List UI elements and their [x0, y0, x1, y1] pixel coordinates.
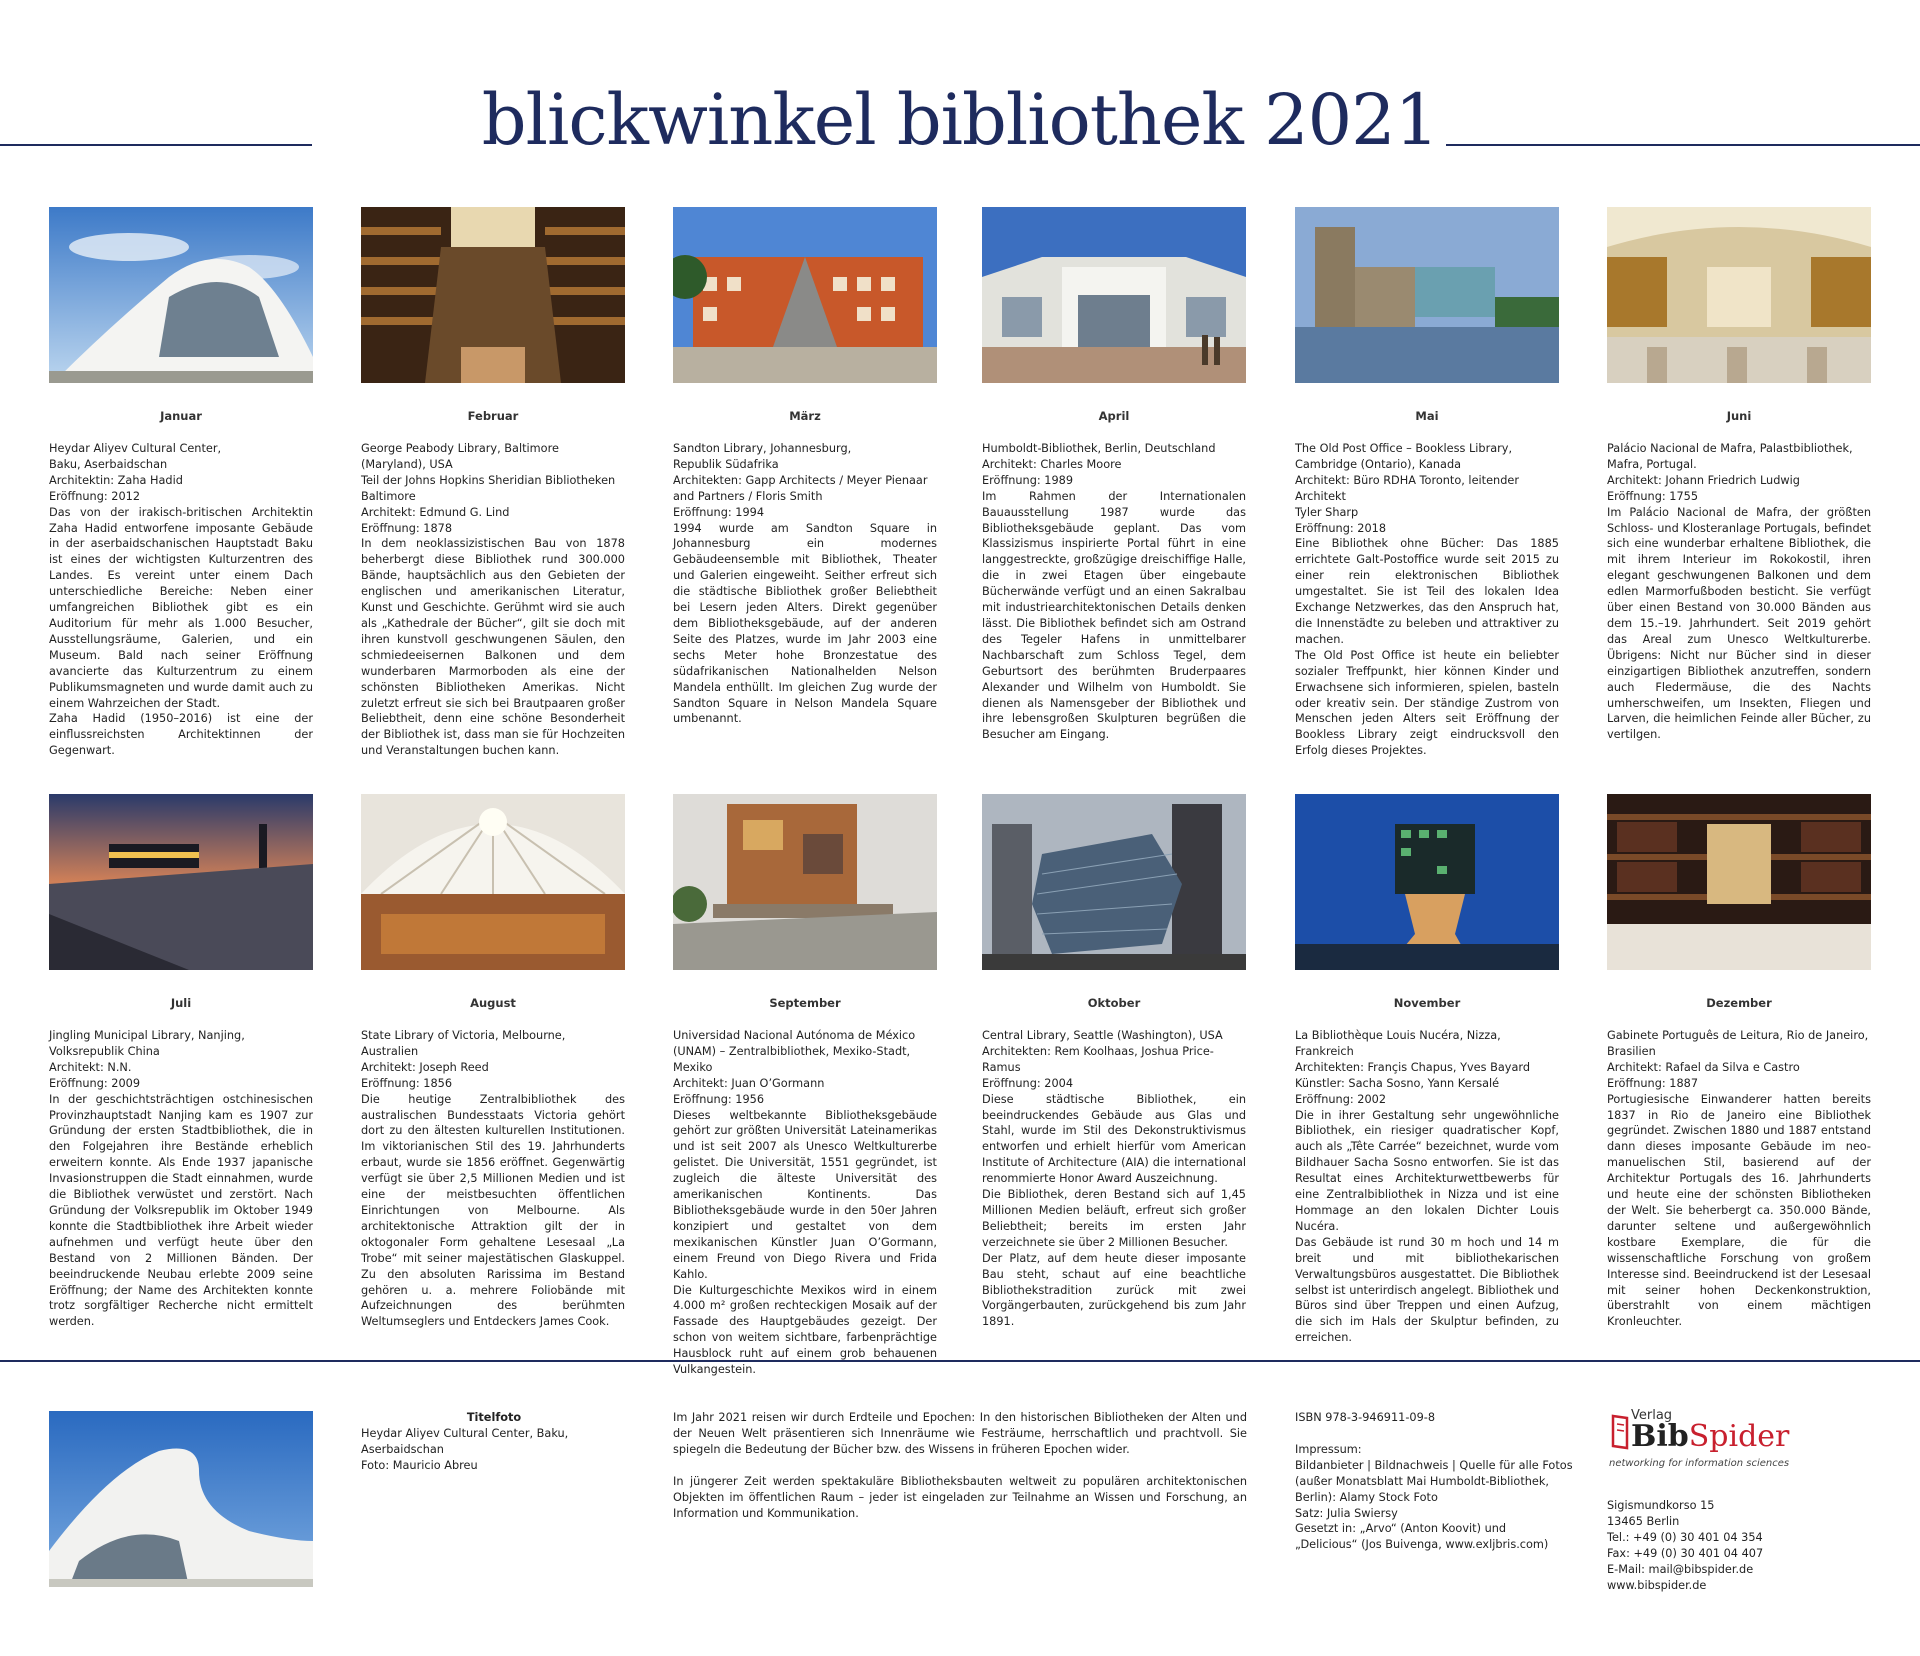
photo-maerz-image [673, 207, 937, 383]
month-text-mai: The Old Post Office – Bookless Library, Cambridge (Ontario), Kanada Architekt: Büro RDHA Toronto, leitender Architekt Tyler Sharp Eröffnung: 2018 Eine Bibliothek ohne Bücher: Das 1885 errichtete Galt-Postoffice wurde seit 2015 zu einer rein elektronischen Bibliothek umgestaltet. Sie ist Teil des lokalen Idea Exchange Netzwerkes, das den Anspruch hat, die Innenstädte zu beleben und attraktiver zu machen. The Old Post Office ist heute ein beliebter sozialer Treffpunkt, hier können Kinder und Erwachsene sich informieren, spielen, basteln oder kreativ sein. Der ständige Zustrom von Menschen jeden Alters seit Eröffnung der Bookless Library zeigt eindrucksvoll den Erfolg dieses Projektes. [1295, 442, 1559, 758]
photo-august-image [361, 794, 625, 970]
photo-juni-image [1607, 207, 1871, 383]
intro-paragraph-2: In jüngerer Zeit werden spektakuläre Bibliotheksbauten weltweit zu populären architektonischen Objekten im öffentlichen Raum – jeder ist eingeladen zur Teilnahme an Wissen und Forschung, an Information und Kommunikation. [673, 1474, 1247, 1520]
month-juni [1607, 207, 1871, 743]
photo-november-image [1295, 794, 1559, 970]
cover-line-1: Heydar Aliyev Cultural Center, Baku, Aserbaidschan [361, 1426, 569, 1456]
photo-mai [1295, 207, 1559, 383]
month-text-januar: Heydar Aliyev Cultural Center, Baku, Aserbaidschan Architektin: Zaha Hadid Eröffnung: 2012 Das von der irakisch-britischen Architektin Zaha Hadid entworfene imposante Gebäude in der aserbaidschanischen Hauptstadt Baku ist eines der wichtigsten Kulturzentren des Landes. Es vereint unter einem Dach unterschiedliche Bereiche: Neben einer umfangreichen Bibliothek gibt es ein Auditorium für mehr als 1.000 Besucher, Ausstellungsräume, Galerien, und ein Museum. Bald nach seiner Eröffnung avancierte das Kulturzentrum zu einem Publikumsmagneten und wurde damit auch zu einem Wahrzeichen der Stadt. Zaha Hadid (1950–2016) ist eine der einflussreichsten Architektinnen der Gegenwart. [49, 442, 313, 758]
photo-september-image [673, 794, 937, 970]
isbn: ISBN 978-3-946911-09-8 [1295, 1411, 1436, 1424]
publisher-website[interactable]: www.bibspider.de [1607, 1578, 1707, 1592]
photo-januar-image [49, 207, 313, 383]
month-name-februar: Februar [467, 409, 519, 423]
photo-juli [49, 794, 313, 970]
month-august [361, 794, 625, 1330]
footer-divider [0, 1360, 1920, 1362]
publisher-name: BibSpider [1631, 1419, 1790, 1454]
month-januar [49, 207, 313, 759]
month-name-november: November [1393, 996, 1461, 1010]
publisher-address: Sigismundkorso 15 13465 Berlin Tel.: +49 (0) 30 401 04 354 Fax: +49 (0) 30 401 04 407 E-Mail: mail@bibspider.de www.bibspider.de [1607, 1498, 1887, 1593]
cover-line-2: Foto: Mauricio Abreu [361, 1458, 478, 1472]
month-name-juli: Juli [170, 996, 192, 1010]
month-juli [49, 794, 313, 1330]
month-oktober [982, 794, 1246, 1330]
month-name-september: September [769, 996, 841, 1010]
photo-mai-image [1295, 207, 1559, 383]
photo-oktober [982, 794, 1246, 970]
month-name-dezember: Dezember [1706, 996, 1772, 1010]
photo-april [982, 207, 1246, 383]
month-name-mai: Mai [1415, 409, 1439, 423]
cover-photo-image [49, 1411, 313, 1587]
month-november [1295, 794, 1559, 1346]
photo-dezember [1607, 794, 1871, 970]
photo-februar [361, 207, 625, 383]
photo-april-image [982, 207, 1246, 383]
photo-august [361, 794, 625, 970]
photo-oktober-image [982, 794, 1246, 970]
photo-juli-image [49, 794, 313, 970]
month-februar [361, 207, 625, 759]
photo-juni [1607, 207, 1871, 383]
publisher-logo [1607, 1408, 1887, 1468]
photo-februar-image [361, 207, 625, 383]
month-september [673, 794, 937, 1378]
month-text-dezember: Gabinete Português de Leitura, Rio de Janeiro, Brasilien Architekt: Rafael da Silva e Castro Eröffnung: 1887 Portugiesische Einwanderer hatten bereits 1837 in Rio de Janeiro eine Bibliothek gegründet. Zwischen 1880 und 1887 entstand dann dieses imposante Gebäude im neo-manuelischen Stil, basierend auf der Architektur Portugals des 16. Jahrhunderts und heute eine der schönsten Bibliotheken der Welt. Sie beherbergt ca. 350.000 Bände, darunter seltene und außergewöhnlich kostbare Exemplare, die für die wissenschaftliche Forschung von großem Interesse sind. Beeindruckend ist der Lesesaal mit seiner hohen Deckenkonstruktion, überstrahlt von einem mächtigen Kronleuchter. [1607, 1029, 1871, 1329]
month-april [982, 207, 1246, 743]
month-text-juli: Jingling Municipal Library, Nanjing, Volksrepublik China Architekt: N.N. Eröffnung: 2009 In der geschichtsträchtigen ostchinesischen Provinzhauptstadt Nanjing kam es 1907 zur Gründung der ersten Stadtbibliothek, die in den Folgejahren ihre Bestände erheblich erweitern konnte. Als Ende 1937 japanische Invasionstruppen die Stadt einnahmen, wurde die Bibliothek verwüstet und zerstört. Nach Gründung der Volksrepublik im Oktober 1949 konnte die Stadtbibliothek ihre Arbeit wieder aufnehmen und verfügt heute über den Bestand von 2 Millionen Bänden. Der beeindruckende Neubau erlebte 2009 seine Eröffnung; der Name des Architekten konnte trotz sorgfältiger Recherche nicht ermittelt werden. [49, 1029, 313, 1329]
month-text-november: La Bibliothèque Louis Nucéra, Nizza, Frankreich Architekten: Françis Chapus, Yves Bayard Künstler: Sacha Sosno, Yann Kersalé Eröffnung: 2002 Die in ihrer Gestaltung sehr ungewöhnliche Bibliothek, ein riesiger quadratischer Kopf, auch als „Tête Carrée“ bezeichnet, wurde vom Bildhauer Sacha Sosno entworfen. Sie ist das Resultat eines Architekturwettbewerbs für eine Zentralbibliothek in Nizza und ist eine Hommage an den lokalen Dichter Louis Nucéra. Das Gebäude ist rund 30 m hoch und 14 m breit und mit bibliothekarischen Verwaltungsbüros ausgestattet. Die Bibliothek selbst ist unterirdisch angelegt. Bibliothek und Büros sind über Treppen und einen Aufzug, die sich im Hals der Skulptur befinden, zu erreichen. [1295, 1029, 1559, 1345]
month-text-oktober: Central Library, Seattle (Washington), USA Architekten: Rem Koolhaas, Joshua Price-Ramus Eröffnung: 2004 Diese städtische Bibliothek, ein beeindruckendes Gebäude aus Glas und Stahl, wurde im Stil des Dekonstruktivismus entworfen und erhielt hierfür vom American Institute of Architecture (AIA) die international renommierte Honor Award Auszeichnung. Die Bibliothek, deren Bestand sich auf 1,45 Millionen Medien beläuft, erfreut sich großer Beliebtheit; bereits im ersten Jahr verzeichnete sie über 2 Millionen Besucher. Der Platz, auf dem heute dieser imposante Bau steht, schaut auf eine beachtliche Bibliothekstradition zurück mit zwei Vorgängerbauten, zurückgehend bis zum Jahr 1891. [982, 1029, 1246, 1329]
month-name-april: April [1098, 409, 1130, 423]
month-mai [1295, 207, 1559, 759]
photo-dezember-image [1607, 794, 1871, 970]
spider-icon [1609, 1414, 1631, 1450]
imprint: ISBN 978-3-946911-09-8 Impressum: Bildanbieter | Bildnachweis | Quelle für alle Fotos (außer Monatsblatt Mai Humboldt-Bibliothek, Berlin): Alamy Stock Foto Satz: Julia Swiersy Gesetzt in: „Arvo“ (Anton Koovit) und „Delicious“ (Jos Buivenga, www.exljbris.com) [1295, 1410, 1575, 1553]
month-name-juni: Juni [1726, 409, 1752, 423]
month-text-april: Humboldt-Bibliothek, Berlin, Deutschland Architekt: Charles Moore Eröffnung: 1989 Im Rahmen der Internationalen Bauausstellung 1987 wurde das Bibliotheksgebäude geplant. Das vom Klassizismus inspirierte Portal führt in eine langgestreckte, großzügige dreischiffige Halle, die in zwei Etagen über eingebaute Bücherwände verfügt und an einen Sakralbau mit industriearchitektonischen Details denken lässt. Die Bibliothek befindet sich am Ostrand des Tegeler Hafens in unmittelbarer Nachbarschaft zum Schloss Tegel, dem Geburtsort des berühmten Bruderpaares Alexander und Wilhelm von Humboldt. Sie dienen als Namensgeber der Bibliothek und ihre lebensgroßen Skulpturen begrüßen die Besucher am Eingang. [982, 442, 1246, 742]
month-text-maerz: Sandton Library, Johannesburg, Republik Südafrika Architekten: Gapp Architects / Meyer Pienaar and Partners / Floris Smith Eröffnung: 1994 1994 wurde am Sandton Square in Johannesburg ein modernes Gebäudeensemble mit Bibliothek, Theater und Galerien eingeweiht. Seither erfreut sich die städtische Bibliothek großer Beliebtheit bei Lesern jeden Alters. Direkt gegenüber dem Bibliotheksgebäude, auf der anderen Seite des Platzes, wurde im Jahr 2003 eine sechs Meter hohe Bronzestatue des südafrikanischen Nationalhelden Nelson Mandela enthüllt. Im gleichen Zug wurde der Sandton Square in Nelson Mandela Square umbenannt. [673, 442, 937, 726]
imprint-heading: Impressum: [1295, 1442, 1362, 1456]
intro-text [673, 1410, 1247, 1521]
photo-maerz [673, 207, 937, 383]
publisher-email[interactable]: E-Mail: mail@bibspider.de [1607, 1562, 1754, 1576]
month-dezember [1607, 794, 1871, 1330]
month-text-september: Universidad Nacional Autónoma de México (UNAM) – Zentralbibliothek, Mexiko-Stadt, Mexiko Architekt: Juan O’Gormann Eröffnung: 1956 Dieses weltbekannte Bibliotheksgebäude gehört zur größten Universität Lateinamerikas und ist seit 2007 als Unesco Weltkulturerbe gelistet. Die Universität, 1551 gegründet, ist zugleich die älteste Universität des amerikanischen Kontinents. Das Bibliotheksgebäude wurde in den 50er Jahren konzipiert und gestaltet von dem mexikanischen Künstler Juan O’Gormann, einem Freund von Diego Rivera und Frida Kahlo. Die Kulturgeschichte Mexikos wird in einem 4.000 m² großen rechteckigen Mosaik auf der Fassade des Hauptgebäudes gezeigt. Der schon von weitem sichtbare, farbenprächtige Hausblock ruht auf einem grob behauenen Vulkangestein. [673, 1029, 937, 1377]
month-name-maerz: März [789, 409, 821, 423]
month-text-februar: George Peabody Library, Baltimore (Maryland), USA Teil der Johns Hopkins Sheridian Bibliotheken Baltimore Architekt: Edmund G. Lind Eröffnung: 1878 In dem neoklassizistischen Bau von 1878 beherbergt diese Bibliothek rund 300.000 Bände, hauptsächlich aus den Gebieten der englischen und amerikanischen Literatur, Kunst und Geschichte. Gerühmt wird sie auch als „Kathedrale der Bücher“, gilt sie doch mit ihren kunstvoll geschwungenen Säulen, den schmiedeeisernen Balkonen und dem wunderbaren Marmorboden als eine der schönsten Bibliotheken Amerikas. Nicht zuletzt erfreut sie sich bei Brautpaaren großer Beliebtheit, denn eine schöne Besonderheit der Bibliothek ist, dass man sie für Hochzeiten und Veranstaltungen buchen kann. [361, 442, 625, 758]
month-text-juni: Palácio Nacional de Mafra, Palastbibliothek, Mafra, Portugal. Architekt: Johann Friedrich Ludwig Eröffnung: 1755 Im Palácio Nacional de Mafra, der größten Schloss- und Klosteranlage Portugals, befindet sich eine wunderbar erhaltene Bibliothek, die mit ihrem Interieur im Rokokostil, ihren elegant geschwungenen Balkonen und dem edlen Marmorfußboden besticht. Sie verfügt über einen Bestand von 30.000 Bänden aus dem 15.–19. Jahrhundert. Seit 2019 gehört das Areal zum Unesco Weltkulturerbe. Übrigens: Nicht nur Bücher sind in dieser einzigartigen Bibliothek anzutreffen, sondern auch Fledermäuse, die des Nachts umherschweifen, um Insekten, Fliegen und Larven, die heimlichen Feinde aller Bücher, zu vertilgen. [1607, 442, 1871, 742]
month-maerz [673, 207, 937, 727]
photo-september [673, 794, 937, 970]
month-name-januar: Januar [160, 409, 202, 423]
verlag-label: Verlag [1631, 1408, 1673, 1423]
publisher-tagline: networking for information sciences [1609, 1458, 1790, 1469]
publisher [1607, 1408, 1887, 1593]
intro-paragraph-1: Im Jahr 2021 reisen wir durch Erdteile und Epochen: In den historischen Bibliotheken der Alten und der Neuen Welt präsentieren sich Innenräume wie Festräume, herrschaftlich und prachtvoll. Sie spiegeln die Bedeutung der Bücher bzw. des Wissens in früheren Epochen wider. [673, 1411, 1247, 1456]
month-name-august: August [470, 996, 516, 1010]
cover-caption [361, 1410, 627, 1474]
page-title: blickwinkel bibliothek 2021 [0, 70, 1920, 170]
photo-november [1295, 794, 1559, 970]
photo-januar [49, 207, 313, 383]
cover-photo [49, 1411, 313, 1587]
month-text-august: State Library of Victoria, Melbourne, Australien Architekt: Joseph Reed Eröffnung: 1856 Die heutige Zentralbibliothek des australischen Bundesstaats Victoria gehört dort zu den ältesten kulturellen Institutionen. Im viktorianischen Stil des 19. Jahrhunderts erbaut, wurde sie 1856 eröffnet. Gegenwärtig verfügt sie über 2,5 Millionen Medien und ist eine der meistbesuchten öffentlichen Einrichtungen von Melbourne. Als architektonische Attraktion gilt der in oktogonaler Form gehaltene Lesesaal „La Trobe“ mit seiner majestätischen Glaskuppel. Zu den absoluten Rarissima im Bestand gehören u. a. mehrere Foliobände mit Aufzeichnungen des berühmten Weltumseglers und Entdeckers James Cook. [361, 1029, 625, 1329]
cover-heading: Titelfoto [466, 1411, 522, 1424]
month-name-oktober: Oktober [1087, 996, 1141, 1010]
